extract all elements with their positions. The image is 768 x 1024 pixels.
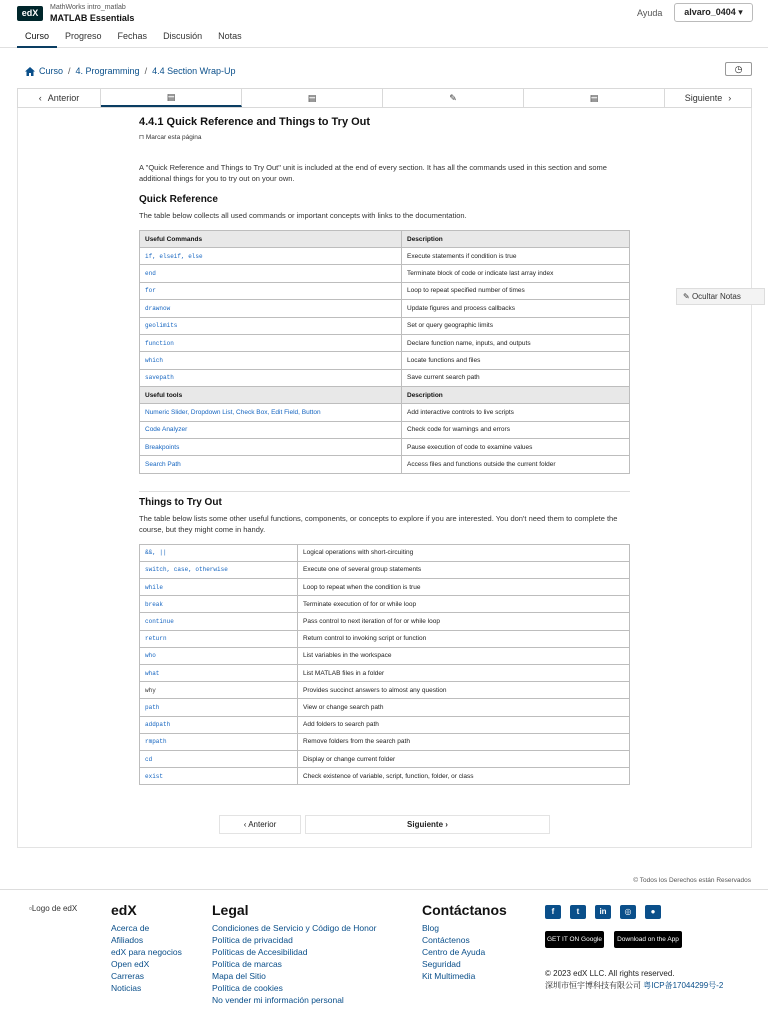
user-menu-button[interactable] bbox=[674, 3, 753, 22]
footer-link[interactable]: Contáctenos bbox=[422, 935, 470, 945]
table-row bbox=[140, 369, 630, 386]
tab-fechas[interactable]: Fechas bbox=[117, 31, 148, 41]
footer-edx-logo[interactable] bbox=[29, 904, 77, 913]
tab-discusion[interactable]: Discusión bbox=[163, 31, 203, 41]
command-link[interactable]: continue bbox=[140, 613, 298, 630]
footer-link[interactable]: Acerca de bbox=[111, 923, 150, 933]
description-cell: Terminate execution of for or while loop bbox=[298, 596, 630, 613]
footer-contact-heading: Contáctanos bbox=[422, 902, 507, 918]
edit-icon: ✎ bbox=[449, 92, 457, 103]
bookmark-icon: ⊓ bbox=[139, 134, 145, 141]
table-header: Useful Commands bbox=[140, 231, 402, 248]
things-to-try-heading: Things to Try Out bbox=[139, 496, 222, 508]
twitter-icon[interactable]: t bbox=[570, 905, 586, 919]
command-link[interactable]: addpath bbox=[140, 716, 298, 733]
tool-link[interactable]: Code Analyzer bbox=[140, 421, 402, 438]
icp-line bbox=[545, 980, 735, 992]
unit-content bbox=[139, 116, 630, 785]
tool-link[interactable]: Search Path bbox=[140, 456, 402, 473]
command-link[interactable]: while bbox=[140, 579, 298, 596]
footer-link[interactable]: Open edX bbox=[111, 959, 150, 969]
unit-tab-3[interactable] bbox=[383, 89, 524, 107]
description-cell: Remove folders from the search path bbox=[298, 733, 630, 750]
unit-tab-2[interactable] bbox=[242, 89, 383, 107]
description-cell: Add interactive controls to live scripts bbox=[402, 404, 630, 421]
tab-notas[interactable]: Notas bbox=[218, 31, 242, 41]
help-link[interactable]: Ayuda bbox=[637, 8, 663, 18]
table-row bbox=[140, 768, 630, 785]
tab-curso[interactable]: Curso bbox=[17, 30, 57, 48]
clock-icon: ◷ bbox=[734, 64, 743, 74]
hide-notes-button[interactable] bbox=[676, 288, 765, 305]
table-row bbox=[140, 750, 630, 767]
command-link[interactable]: drawnow bbox=[140, 300, 402, 317]
table-row bbox=[140, 665, 630, 682]
table-row bbox=[140, 682, 630, 699]
edx-logo[interactable]: edX bbox=[17, 6, 43, 21]
description-cell: Add folders to search path bbox=[298, 716, 630, 733]
quick-reference-heading: Quick Reference bbox=[139, 194, 218, 205]
footer-link[interactable]: Noticias bbox=[111, 983, 142, 993]
command-link[interactable]: break bbox=[140, 596, 298, 613]
table-row bbox=[140, 613, 630, 630]
bookmark-page-button[interactable] bbox=[139, 133, 630, 141]
breadcrumb bbox=[25, 66, 235, 76]
breadcrumb-section[interactable]: 4. Programming bbox=[75, 66, 140, 76]
course-title: MATLAB Essentials bbox=[50, 13, 135, 23]
footer-legal-heading: Legal bbox=[212, 902, 249, 918]
table-row bbox=[140, 579, 630, 596]
chevron-right-icon: › bbox=[445, 820, 448, 829]
linkedin-icon[interactable]: in bbox=[595, 905, 611, 919]
command-link[interactable]: cd bbox=[140, 750, 298, 767]
footer-link[interactable]: Kit Multimedia bbox=[422, 971, 476, 981]
breadcrumb-separator: / bbox=[68, 66, 71, 76]
home-icon bbox=[25, 67, 35, 76]
unit-navigation bbox=[17, 88, 752, 108]
table-row bbox=[140, 282, 630, 299]
unit-tab-1[interactable] bbox=[101, 89, 242, 107]
footer-link[interactable]: edX para negocios bbox=[111, 947, 182, 957]
table-row bbox=[140, 404, 630, 421]
things-to-try-table bbox=[139, 544, 630, 786]
command-link[interactable]: path bbox=[140, 699, 298, 716]
course-org: MathWorks intro_matlab bbox=[50, 4, 126, 11]
tab-progreso[interactable]: Progreso bbox=[65, 31, 102, 41]
description-cell: Access files and functions outside the current folder bbox=[402, 456, 630, 473]
breadcrumb-curso[interactable]: Curso bbox=[39, 66, 64, 76]
tool-link[interactable]: Numeric Slider, Dropdown List, Check Box, Edit Field, Button bbox=[140, 404, 402, 421]
section-divider bbox=[139, 491, 630, 492]
description-cell: Declare function name, inputs, and outputs bbox=[402, 334, 630, 351]
description-cell: Save current search path bbox=[402, 369, 630, 386]
footer-link[interactable]: Seguridad bbox=[422, 959, 461, 969]
description-cell: View or change search path bbox=[298, 699, 630, 716]
page-title: 4.4.1 Quick Reference and Things to Try Out bbox=[139, 116, 371, 128]
quick-reference-table bbox=[139, 230, 630, 474]
footer-link[interactable]: Blog bbox=[422, 923, 440, 933]
bottom-next-label: Siguiente bbox=[407, 820, 444, 829]
rights-text: Todos los Derechos están Reservados bbox=[639, 877, 751, 884]
site-footer bbox=[0, 889, 768, 1024]
table-row bbox=[140, 647, 630, 664]
footer-link[interactable]: No vender mi información personal bbox=[212, 995, 344, 1005]
table-row bbox=[140, 265, 630, 282]
document-icon: ▤ bbox=[307, 92, 317, 103]
things-to-try-intro: The table below lists some other useful functions, components, or concepts to explore if you are interested. You don't need them to complete the course, but they might come in handy. bbox=[139, 513, 618, 534]
broken-image-icon: ▫ bbox=[29, 904, 32, 913]
command-link[interactable]: if, elseif, else bbox=[140, 248, 402, 265]
table-row bbox=[140, 596, 630, 613]
footer-link[interactable]: Condiciones de Servicio y Código de Honor bbox=[212, 923, 377, 933]
footer-link[interactable]: Política de marcas bbox=[212, 959, 282, 969]
app-store-badge[interactable]: Download on the App Store bbox=[614, 931, 682, 948]
table-row bbox=[140, 733, 630, 750]
description-cell: Execute one of several group statements bbox=[298, 561, 630, 578]
command-link[interactable]: what bbox=[140, 665, 298, 682]
table-header: Useful tools bbox=[140, 387, 402, 404]
footer-contact-column bbox=[422, 902, 507, 982]
command-link[interactable]: who bbox=[140, 647, 298, 664]
footer-edx-heading: edX bbox=[111, 902, 137, 918]
footer-logo-alt: Logo de edX bbox=[31, 904, 78, 913]
table-row bbox=[140, 561, 630, 578]
table-header-row bbox=[140, 387, 630, 404]
table-row bbox=[140, 248, 630, 265]
hide-notes-label: Ocultar Notas bbox=[691, 292, 741, 301]
facebook-icon[interactable]: f bbox=[545, 905, 561, 919]
table-row bbox=[140, 352, 630, 369]
footer-link[interactable]: Afiliados bbox=[111, 935, 144, 945]
description-cell: Pass control to next iteration of for or while loop bbox=[298, 613, 630, 630]
table-row bbox=[140, 716, 630, 733]
command-link[interactable]: end bbox=[140, 265, 402, 282]
command-link[interactable]: rmpath bbox=[140, 733, 298, 750]
bottom-prev-label: Anterior bbox=[248, 820, 277, 829]
footer-edx-column bbox=[111, 902, 182, 994]
command-link[interactable]: for bbox=[140, 282, 402, 299]
chevron-left-icon: ‹ bbox=[38, 93, 42, 103]
footer-link[interactable]: Política de privacidad bbox=[212, 935, 293, 945]
table-row bbox=[140, 630, 630, 647]
description-cell: Check existence of variable, script, function, folder, or class bbox=[298, 768, 630, 785]
tool-link[interactable]: Breakpoints bbox=[140, 438, 402, 455]
quick-reference-intro: The table below collects all used commands or important concepts with links to the documentation. bbox=[139, 211, 467, 220]
command-link[interactable]: which bbox=[140, 352, 402, 369]
rights-reserved bbox=[633, 877, 751, 884]
footer-link[interactable]: Mapa del Sitio bbox=[212, 971, 266, 981]
bookmark-label: Marcar esta página bbox=[145, 134, 202, 141]
username: alvaro_0404 bbox=[684, 7, 736, 17]
description-cell: Loop to repeat when the condition is true bbox=[298, 579, 630, 596]
footer-link[interactable]: Centro de Ayuda bbox=[422, 947, 486, 957]
table-row bbox=[140, 699, 630, 716]
description-cell: Logical operations with short-circuiting bbox=[298, 544, 630, 561]
table-row bbox=[140, 334, 630, 351]
chevron-down-icon: ▾ bbox=[738, 7, 743, 17]
description-cell: Terminate block of code or indicate last array index bbox=[402, 265, 630, 282]
command-link[interactable]: savepath bbox=[140, 369, 402, 386]
bottom-next-button[interactable] bbox=[305, 815, 550, 834]
table-row bbox=[140, 300, 630, 317]
command-cell: why bbox=[140, 682, 298, 699]
description-cell: Return control to invoking script or function bbox=[298, 630, 630, 647]
document-icon: ▤ bbox=[589, 92, 599, 103]
unit-next-label: Siguiente bbox=[684, 93, 723, 103]
course-tabs bbox=[17, 30, 250, 48]
document-icon: ▤ bbox=[166, 91, 176, 102]
description-cell: Set or query geographic limits bbox=[402, 317, 630, 334]
description-cell: List variables in the workspace bbox=[298, 647, 630, 664]
bottom-prev-button[interactable] bbox=[219, 815, 301, 834]
command-link[interactable]: return bbox=[140, 630, 298, 647]
description-cell: Pause execution of code to examine values bbox=[402, 438, 630, 455]
unit-tab-4[interactable] bbox=[524, 89, 665, 107]
table-row bbox=[140, 456, 630, 473]
unit-next-button[interactable] bbox=[665, 89, 751, 107]
table-row bbox=[140, 438, 630, 455]
copyright-text: © 2023 edX LLC. All rights reserved. bbox=[545, 969, 675, 978]
description-cell: List MATLAB files in a folder bbox=[298, 665, 630, 682]
command-link[interactable]: geolimits bbox=[140, 317, 402, 334]
unit-prev-label: Anterior bbox=[47, 93, 80, 103]
table-row bbox=[140, 544, 630, 561]
table-header-row bbox=[140, 231, 630, 248]
google-play-badge[interactable]: GET IT ON Google play bbox=[545, 931, 604, 948]
command-link[interactable]: function bbox=[140, 334, 402, 351]
description-cell: Loop to repeat specified number of times bbox=[402, 282, 630, 299]
chevron-right-icon: › bbox=[728, 93, 732, 103]
description-cell: Locate functions and files bbox=[402, 352, 630, 369]
icp-link[interactable]: 粤ICP备17044299号-2 bbox=[643, 981, 724, 990]
table-header: Description bbox=[402, 387, 630, 404]
command-link[interactable]: &&, || bbox=[140, 544, 298, 561]
icp-company: 深圳市恒宇博科技有限公司 bbox=[545, 981, 641, 990]
breadcrumb-separator: / bbox=[144, 66, 148, 76]
table-header: Description bbox=[402, 231, 630, 248]
footer-link[interactable]: Política de cookies bbox=[212, 983, 283, 993]
table-row bbox=[140, 317, 630, 334]
intro-text: A "Quick Reference and Things to Try Out" unit is included at the end of every section. It has all the commands used in this section and some additional things for you to try out on your own. bbox=[139, 163, 607, 183]
footer-copyright bbox=[545, 968, 735, 992]
command-link[interactable]: exist bbox=[140, 768, 298, 785]
description-cell: Check code for warnings and errors bbox=[402, 421, 630, 438]
copyright-icon: © bbox=[633, 877, 639, 884]
description-cell: Provides succinct answers to almost any question bbox=[298, 682, 630, 699]
description-cell: Display or change current folder bbox=[298, 750, 630, 767]
unit-prev-button[interactable] bbox=[18, 89, 101, 107]
social-links bbox=[545, 905, 661, 919]
instagram-icon[interactable]: ◎ bbox=[620, 905, 636, 919]
reddit-icon[interactable]: ● bbox=[645, 905, 661, 919]
table-row bbox=[140, 421, 630, 438]
pencil-icon: ✎ bbox=[683, 292, 690, 301]
chevron-left-icon: ‹ bbox=[243, 820, 247, 829]
site-header bbox=[0, 0, 768, 48]
footer-link[interactable]: Políticas de Accesibilidad bbox=[212, 947, 308, 957]
command-link[interactable]: switch, case, otherwise bbox=[140, 561, 298, 578]
footer-link[interactable]: Carreras bbox=[111, 971, 145, 981]
description-cell: Execute statements if condition is true bbox=[402, 248, 630, 265]
description-cell: Update figures and process callbacks bbox=[402, 300, 630, 317]
breadcrumb-subsection[interactable]: 4.4 Section Wrap-Up bbox=[152, 66, 236, 76]
bookmarks-button[interactable] bbox=[725, 62, 752, 76]
footer-legal-column bbox=[212, 902, 376, 1006]
